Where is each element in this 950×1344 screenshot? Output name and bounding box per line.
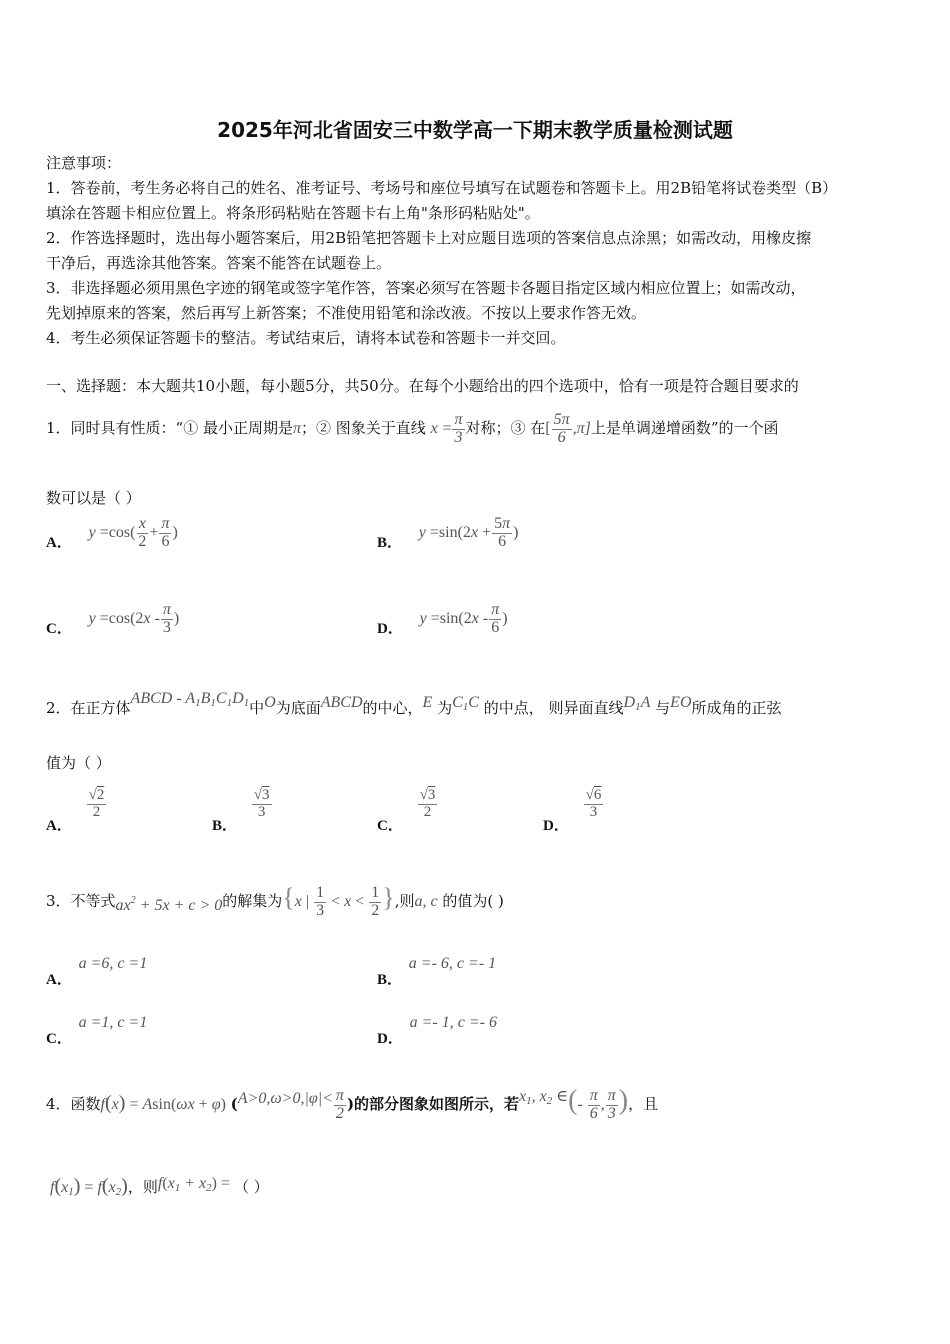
notice-heading: 注意事项： <box>46 154 122 172</box>
q1-option-d[interactable]: D． y =sin(2x - $\frac{\pi}{6}$ ) <box>377 601 508 637</box>
q2-option-c[interactable]: C． $\frac{√3}{2}$ <box>377 787 436 835</box>
q3-option-c[interactable]: C． a =1, c =1 <box>46 1014 148 1047</box>
notice-line: 填涂在答题卡相应位置上。将条形码粘贴在答题卡右上角"条形码粘贴处"。 <box>46 204 540 222</box>
question-1-stem-cont: 数可以是（ ） <box>46 489 141 507</box>
q3-option-d[interactable]: D． a =- 1, c =- 6 <box>377 1014 497 1047</box>
q3-option-b[interactable]: B． a =- 6, c =- 1 <box>377 955 497 988</box>
question-2-stem: 2．在正方体ABCD - A1B1C1D1中O为底面ABCD的中心，E 为C1C 的中点， 则异面直线D1A 与EO所成角的正弦 <box>46 690 782 717</box>
notice-line: 2．作答选择题时，选出每小题答案后，用2B铅笔把答题卡上对应题目选项的答案信息点涂黑；如需改动，用橡皮擦 <box>46 229 812 247</box>
q1-option-b[interactable]: B． y =sin(2x + $\frac{5\pi}{6}$ ) <box>377 515 519 551</box>
notice-line: 干净后，再选涂其他答案。答案不能答在试题卷上。 <box>46 254 392 272</box>
q1-option-a[interactable]: A． y =cos( $\frac{x}{2}$ + $\frac{\pi}{6}$ ) <box>46 515 178 551</box>
q2-option-d[interactable]: D． $\frac{√6}{3}$ <box>543 787 602 835</box>
notice-line: 4．考生必须保证答题卡的整洁。考试结束后，请将本试卷和答题卡一并交回。 <box>46 329 566 347</box>
q1-option-c[interactable]: C． y =cos(2x - $\frac{\pi}{3}$ ) <box>46 601 180 637</box>
notice-line: 1．答卷前，考生务必将自己的姓名、准考证号、考场号和座位号填写在试题卷和答题卡上。用2B铅笔将试卷类型（B） <box>46 179 838 197</box>
question-4-stem-cont: f(x1) = f(x2)，则f(x1 + x2) = （ ） <box>50 1175 269 1198</box>
fraction: $\frac{\pi}{3}$ <box>454 410 463 446</box>
question-3-stem: 3．不等式$ax^2 + 5x + c > 0$的解集为{x | $\frac{1}{3}$ < x < $\frac{1}{2}$ },则a, c 的值为( ) <box>46 883 504 919</box>
question-2-stem-cont: 值为（ ） <box>46 754 111 772</box>
page-title: 2025年河北省固安三中数学高一下期末教学质量检测试题 <box>217 118 733 142</box>
q2-option-b[interactable]: B． $\frac{√3}{3}$ <box>212 787 270 835</box>
q2-option-a[interactable]: A． $\frac{√2}{2}$ <box>46 787 105 835</box>
notice-line: 先划掉原来的答案，然后再写上新答案；不准使用铅笔和涂改液。不按以上要求作答无效。 <box>46 304 647 322</box>
section-heading: 一、选择题：本大题共10小题，每小题5分，共50分。在每个小题给出的四个选项中，恰有一项是符合题目要求的 <box>46 377 799 395</box>
question-1-stem: 1．同时具有性质：“① 最小正周期是π；② 图象关于直线 x = $\frac{\pi}{3}$ 对称；③ 在[ $\frac{5\pi}{6}$ ,π]上是单调递增函数”的一个函 <box>46 410 779 446</box>
fraction: $\frac{5\pi}{6}$ <box>553 410 570 446</box>
q3-option-a[interactable]: A． a =6, c =1 <box>46 955 148 988</box>
question-4-stem: 4．函数f(x) = Asin(ωx + φ) (A>0,ω>0,|φ|< $\frac{\pi}{2}$ )的部分图象如图所示，若x1, x2 ∈(- $\frac{\pi}{6}$ , $\frac{\pi}{3}$ )，且 <box>46 1085 659 1122</box>
notice-line: 3．非选择题必须用黑色字迹的钢笔或签字笔作答，答案必须写在答题卡各题目指定区域内相应位置上；如需改动， <box>46 279 806 297</box>
